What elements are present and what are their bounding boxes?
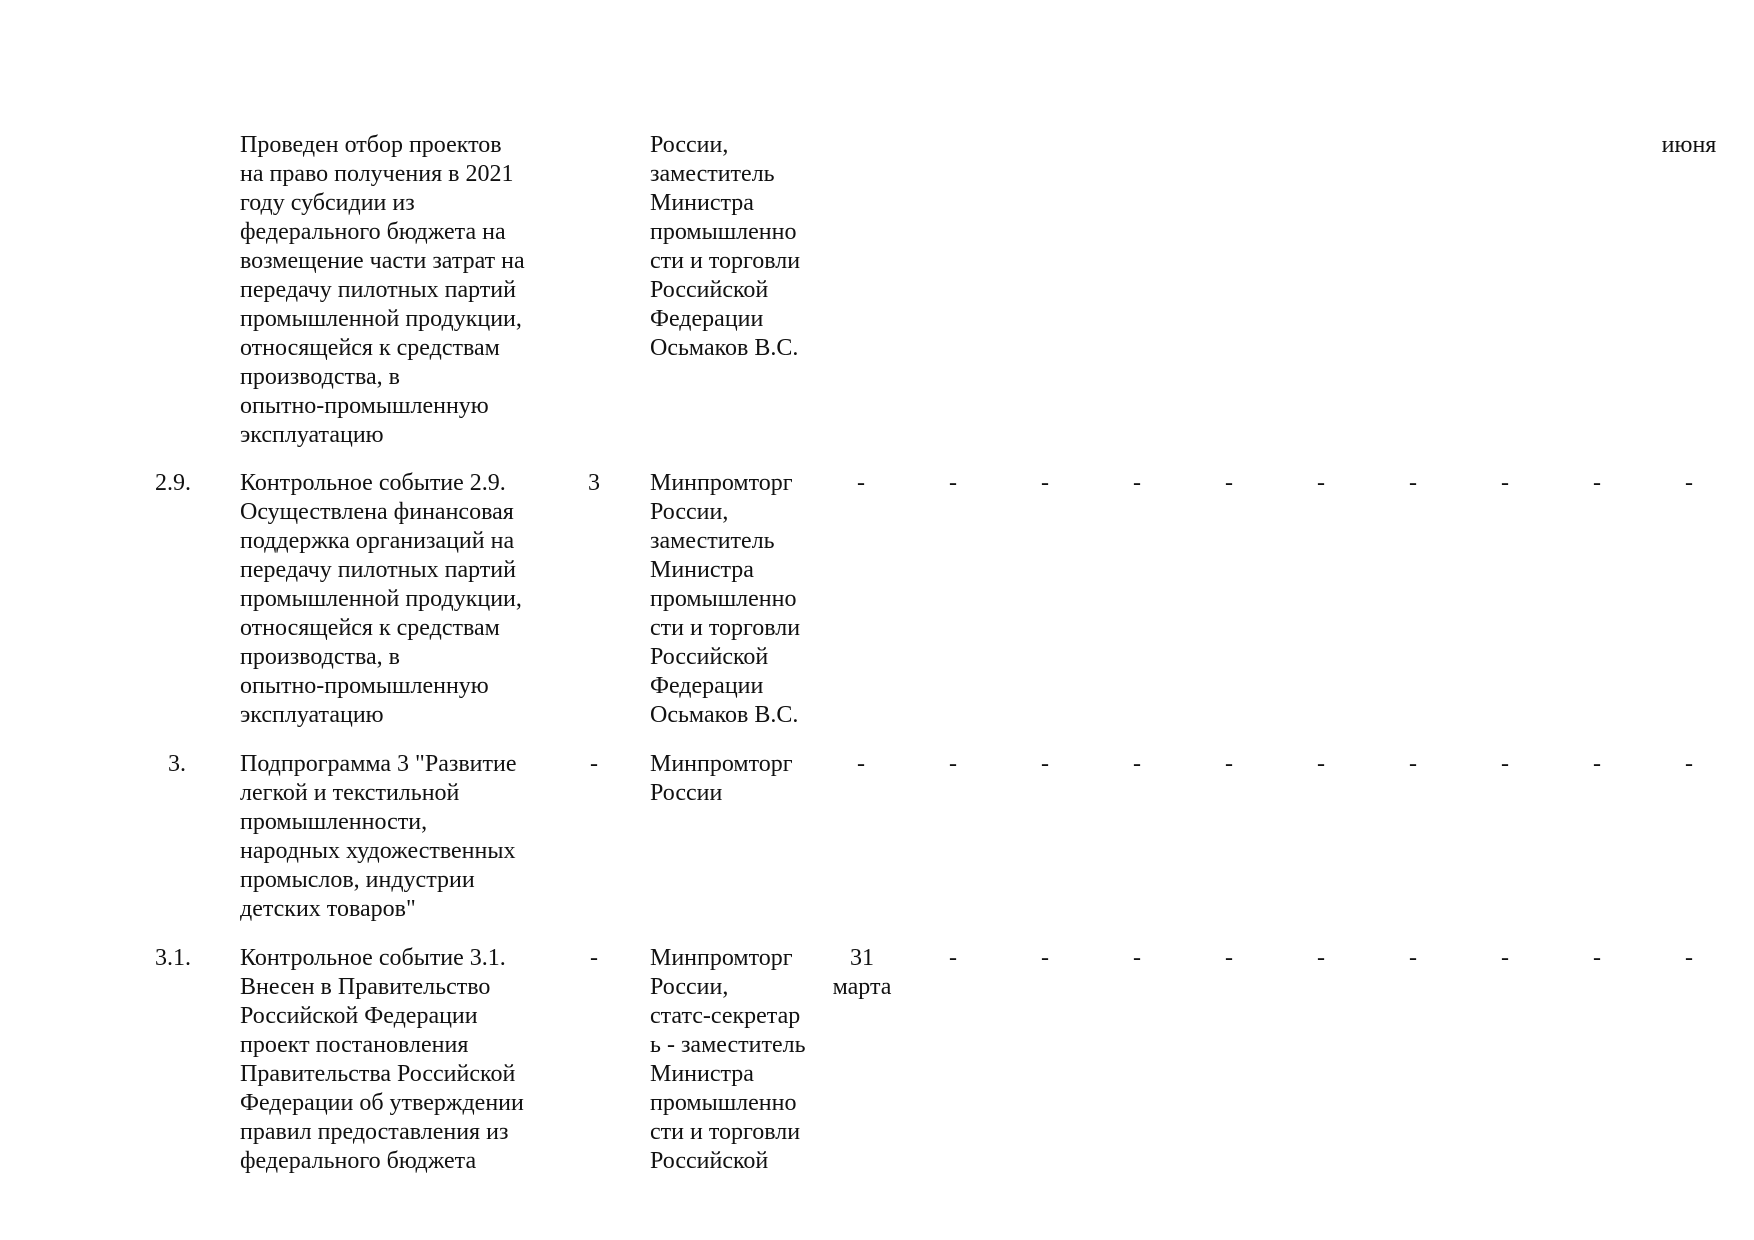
- row-number: 3.1.: [155, 945, 191, 971]
- row-date-10: -: [1685, 751, 1693, 777]
- row-date-9: -: [1593, 470, 1601, 496]
- row-date-7: -: [1409, 751, 1417, 777]
- row-date-3: -: [1041, 945, 1049, 971]
- row-date-10: -: [1685, 470, 1693, 496]
- row-date-10: -: [1685, 945, 1693, 971]
- row-date-4: -: [1133, 945, 1141, 971]
- row-date-2: -: [949, 945, 957, 971]
- row-owner: Минпромторг России, статс-секретар ь - заместитель Министра промышленно сти и торговли Российской: [650, 945, 806, 1174]
- row-number: 3.: [168, 751, 186, 777]
- row-date-2: -: [949, 751, 957, 777]
- row-date-6: -: [1317, 470, 1325, 496]
- row-date-5: -: [1225, 945, 1233, 971]
- row-date-1: -: [857, 751, 865, 777]
- row-description: Проведен отбор проектов на право получения в 2021 году субсидии из федерального бюджета на возмещение части затрат на передачу пилотных партий промышленной продукции, относящейся к средствам производства, в опытно-промышленную эксплуатацию: [240, 132, 525, 448]
- row-date-5: -: [1225, 751, 1233, 777]
- row-date-9: -: [1593, 751, 1601, 777]
- row-date-10: июня: [1661, 132, 1717, 158]
- row-number: 2.9.: [155, 470, 191, 496]
- row-date-8: -: [1501, 945, 1509, 971]
- row-description: Контрольное событие 2.9. Осуществлена финансовая поддержка организаций на передачу пилотных партий промышленной продукции, относящейся к средствам производства, в опытно-промышленную эксплуатацию: [240, 470, 522, 728]
- row-level: -: [590, 945, 598, 971]
- row-description: Подпрограмма 3 "Развитие легкой и текстильной промышленности, народных художественных промыслов, индустрии детских товаров": [240, 751, 517, 922]
- row-level: -: [590, 751, 598, 777]
- row-date-1: -: [857, 470, 865, 496]
- row-date-7: -: [1409, 470, 1417, 496]
- row-date-3: -: [1041, 751, 1049, 777]
- row-level: 3: [588, 470, 600, 496]
- row-date-8: -: [1501, 751, 1509, 777]
- row-description: Контрольное событие 3.1. Внесен в Правительство Российской Федерации проект постановления Правительства Российской Федерации об утверждении правил предоставления из федерального бюджета: [240, 945, 524, 1174]
- row-date-4: -: [1133, 470, 1141, 496]
- row-date-6: -: [1317, 945, 1325, 971]
- row-date-7: -: [1409, 945, 1417, 971]
- row-owner: Минпромторг России: [650, 751, 793, 806]
- row-date-9: -: [1593, 945, 1601, 971]
- row-date-6: -: [1317, 751, 1325, 777]
- row-date-5: -: [1225, 470, 1233, 496]
- row-date-3: -: [1041, 470, 1049, 496]
- row-date-2: -: [949, 470, 957, 496]
- row-date-4: -: [1133, 751, 1141, 777]
- row-owner: России, заместитель Министра промышленно сти и торговли Российской Федерации Осьмаков В.С.: [650, 132, 801, 361]
- row-date-1: 31 марта: [832, 945, 892, 1000]
- row-date-8: -: [1501, 470, 1509, 496]
- row-owner: Минпромторг России, заместитель Министра промышленно сти и торговли Российской Федерации Осьмаков В.С.: [650, 470, 801, 728]
